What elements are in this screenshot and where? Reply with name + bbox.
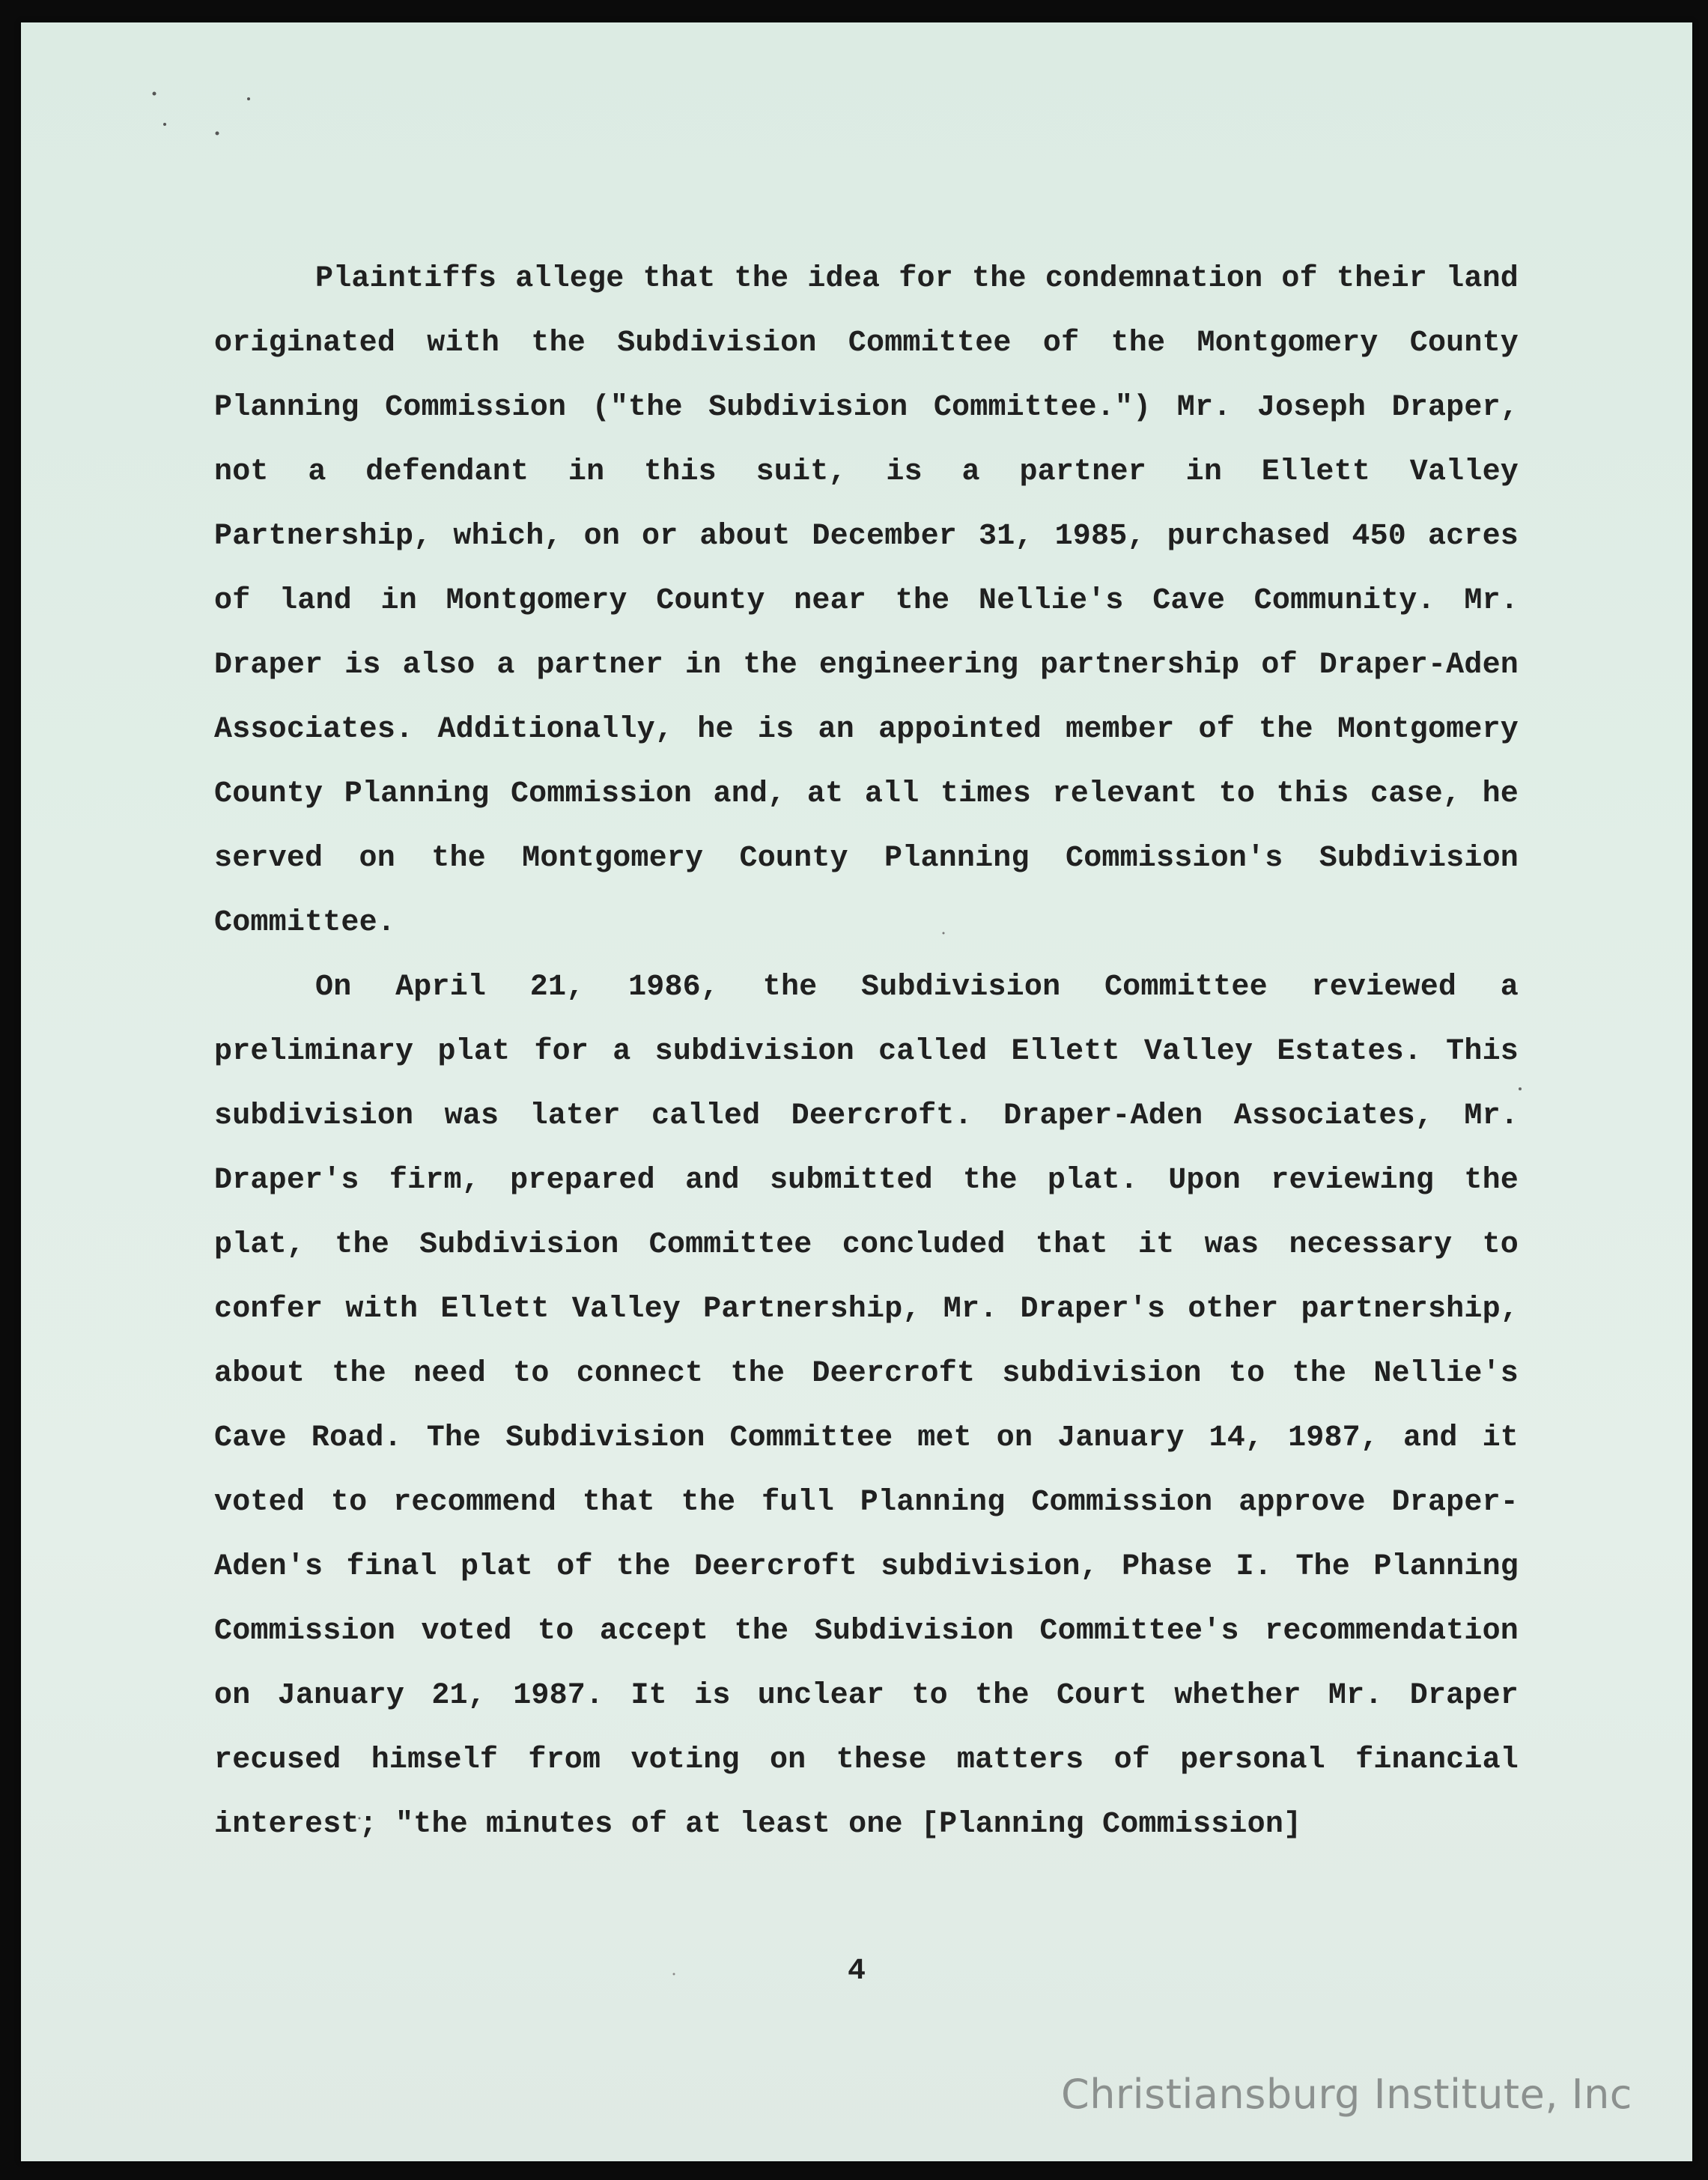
- page-number: 4: [847, 1955, 866, 1988]
- speck: [247, 97, 250, 100]
- paragraph-2: On April 21, 1986, the Subdivision Committee reviewed a preliminary plat for a subdivision called Ellett Valley Estates. This subdivision was later called Deercroft. Draper-Aden Associates, Mr. Draper's firm, prepared and submitted the plat. Upon reviewing the plat, the Subdivision Committee concluded that it was necessary to confer with Ellett Valley Partnership, Mr. Draper's other partnership, about the need to connect the Deercroft subdivision to the Nellie's Cave Road. The Subdivision Committee met on January 14, 1987, and it voted to recommend that the full Planning Commission approve Draper-Aden's final plat of the Deercroft subdivision, Phase I. The Planning Commission voted to accept the Subdivision Committee's recommendation on January 21, 1987. It is unclear to the Court whether Mr. Draper recused himself from voting on these matters of personal financial interest; "the minutes of at least one [Planning Commission]: [214, 971, 1519, 1842]
- paragraph-1: Plaintiffs allege that the idea for the condemnation of their land originated with the Subdivision Committee of the Montgomery County Planning Commission ("the Subdivision Committee.") Mr. Joseph Draper, not a defendant in this suit, is a partner in Ellett Valley Partnership, which, on or about December 31, 1985, purchased 450 acres of land in Montgomery County near the Nellie's Cave Community. Mr. Draper is also a partner in the engineering partnership of Draper-Aden Associates. Additionally, he is an appointed member of the Montgomery County Planning Commission and, at all times relevant to this case, he served on the Montgomery County Planning Commission's Subdivision Committee.: [214, 262, 1519, 940]
- speck: [216, 132, 219, 136]
- speck: [1519, 1087, 1522, 1090]
- speck: [153, 92, 156, 96]
- body-text: [214, 247, 1519, 1857]
- document-page: [21, 22, 1692, 2161]
- watermark: Christiansburg Institute, Inc: [1060, 2071, 1632, 2118]
- speck: [163, 123, 166, 126]
